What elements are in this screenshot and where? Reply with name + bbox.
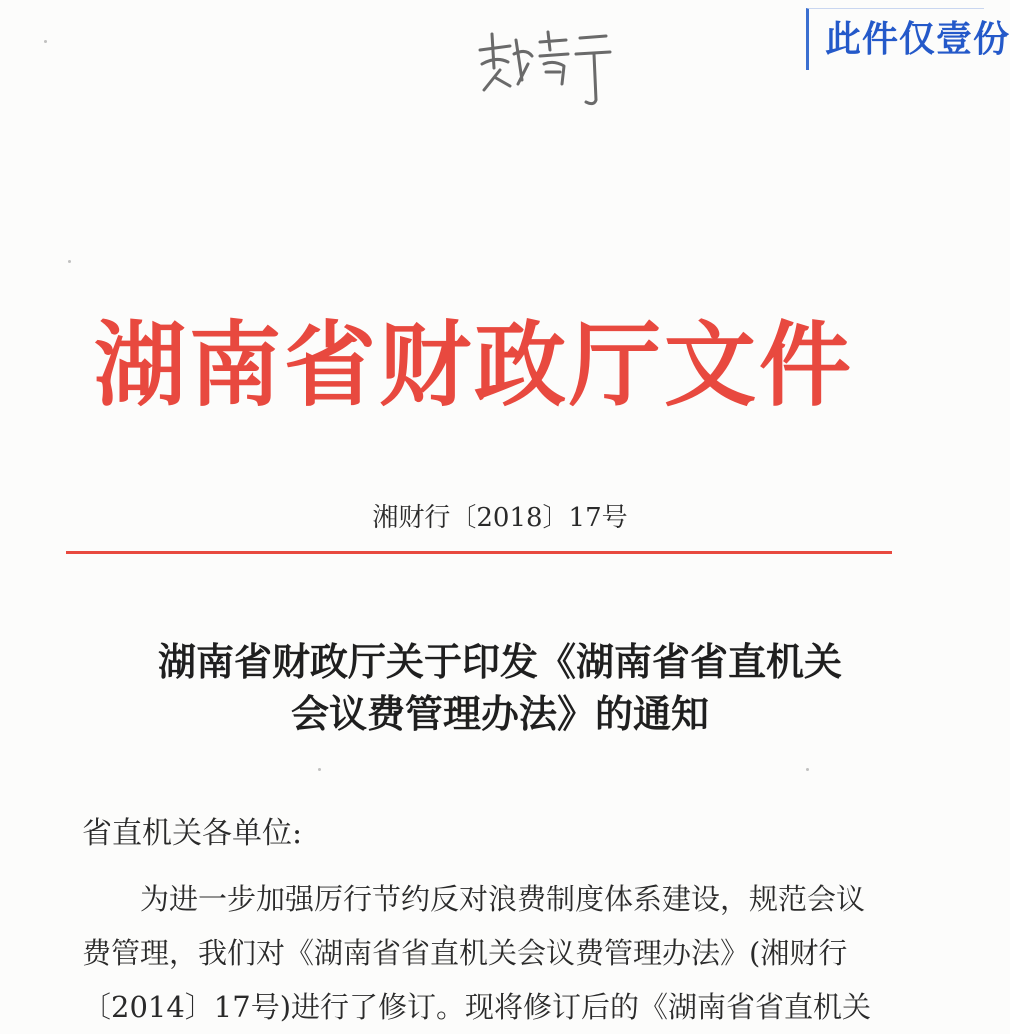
handwritten-signature [470, 20, 620, 110]
notice-title-line-1: 湖南省财政厅关于印发《湖南省省直机关 [157, 640, 842, 684]
copy-notice-stamp: 此件仅壹份 [806, 8, 984, 70]
body-line-2: 费管理，我们对《湖南省省直机关会议费管理办法》(湘财行 [82, 936, 848, 970]
salutation: 省直机关各单位: [82, 816, 303, 851]
notice-title [0, 636, 1000, 740]
body-line-1: 为进一步加强厉行节约反对浪费制度体系建设，规范会议 [140, 882, 866, 916]
body-line-3: 〔2014〕17号)进行了修订。现将修订后的《湖南省省直机关 [82, 990, 872, 1024]
scan-speck [68, 260, 71, 263]
scan-speck [44, 40, 47, 43]
scan-speck [318, 768, 321, 771]
notice-title-line-2: 会议费管理办法》的通知 [290, 692, 709, 736]
body-paragraph [82, 872, 902, 1034]
scan-speck [806, 768, 809, 771]
red-divider-rule [66, 551, 892, 554]
masthead-title: 湖南省财政厅文件 [94, 311, 855, 419]
document-number: 湘财行〔2018〕17号 [372, 503, 628, 533]
